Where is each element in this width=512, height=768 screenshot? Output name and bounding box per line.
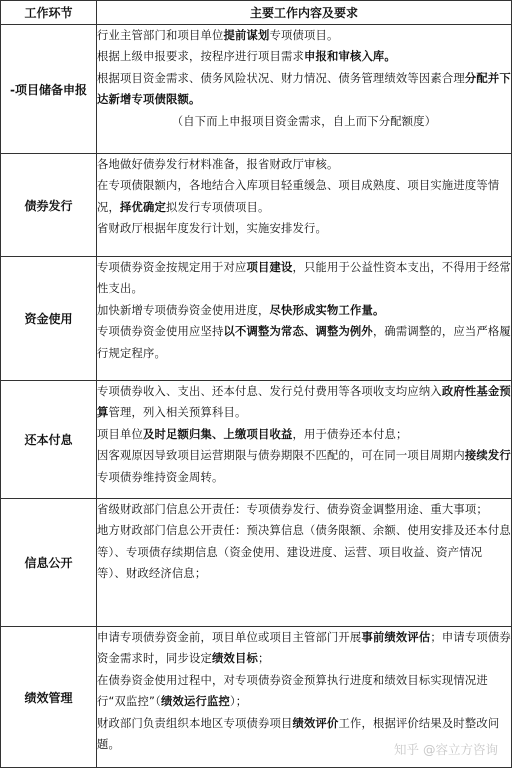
text-segment: 申请专项债券资金前，项目单位或项目主管部门开展 xyxy=(97,631,362,644)
text-segment: 管理，列入相关预算科目。 xyxy=(108,406,247,420)
text-segment: 拟发行专项债项目。 xyxy=(166,200,270,214)
emphasis-text: 项目建设 xyxy=(246,261,293,274)
emphasis-text: 尽快形成实物工作量。 xyxy=(269,303,385,317)
content-paragraph xyxy=(97,381,511,424)
header-stage: 工作环节 xyxy=(1,1,97,25)
text-segment: 行业主管部门和项目单位 xyxy=(97,29,224,42)
emphasis-text: 以不调整为常态、调整为例外 xyxy=(223,325,373,339)
text-segment: 根据上级申报要求，按程序进行项目需求 xyxy=(97,50,304,64)
table-body xyxy=(1,25,512,768)
content-cell xyxy=(97,257,512,381)
emphasis-text: 绩效目标 xyxy=(211,652,258,666)
content-paragraph xyxy=(97,445,511,488)
content-cell xyxy=(97,154,512,257)
table-header-row xyxy=(1,1,512,25)
emphasis-text: 申报和审核入库。 xyxy=(303,50,396,64)
content-paragraph xyxy=(97,175,511,218)
text-segment: 专项债券维持资金周转。 xyxy=(97,470,224,484)
stage-cell: 绩效管理 xyxy=(1,627,97,768)
text-segment: ，用于债券还本付息； xyxy=(292,427,408,441)
text-segment: ，确需调整的，应当严格履行规定程序。 xyxy=(97,325,511,360)
stage-cell: 资金使用 xyxy=(1,257,97,381)
content-paragraph xyxy=(97,424,511,445)
text-segment: 省财政厅根据年度发行计划，实施安排发行。 xyxy=(97,222,327,236)
emphasis-text: 绩效运行监控 xyxy=(160,695,230,709)
emphasis-text: 绩效评价 xyxy=(292,716,339,730)
text-segment: 根据项目资金需求、债务风险状况、财力情况、债务管理绩效等因素合理 xyxy=(97,71,465,85)
text-segment: ；申请专项债券资金需求时，同步设定 xyxy=(97,631,511,666)
content-paragraph xyxy=(97,520,511,584)
table-row xyxy=(1,25,512,154)
content-cell xyxy=(97,381,512,499)
content-paragraph xyxy=(97,321,511,364)
text-segment: 因客观原因导致项目运营期限与债券期限不匹配的，可在同一项目周期内 xyxy=(97,449,465,463)
watermark: 知乎 @容立方咨询 xyxy=(394,742,498,757)
content-paragraph xyxy=(97,670,511,713)
emphasis-text: 接续发行 xyxy=(464,449,511,463)
emphasis-text: 择优确定 xyxy=(120,200,166,214)
emphasis-text: 提前谋划 xyxy=(223,29,270,42)
text-segment: 工作，根据评价结果及时整改问题。 xyxy=(97,716,500,752)
table-row xyxy=(1,381,512,499)
table-row xyxy=(1,154,512,257)
content-paragraph xyxy=(97,499,511,520)
content-paragraph xyxy=(97,257,511,300)
text-segment: 各地做好债券发行材料准备，报省财政厅审核。 xyxy=(97,158,339,171)
stage-cell: 信息公开 xyxy=(1,499,97,627)
text-segment: 省级财政部门信息公开责任：专项债券发行、债券资金调整用途、重大事项； xyxy=(97,503,488,516)
text-segment: 加快新增专项债券资金使用进度， xyxy=(97,303,270,317)
content-paragraph xyxy=(97,46,511,67)
table-row xyxy=(1,257,512,381)
emphasis-text: 事前绩效评估 xyxy=(361,631,431,644)
stage-cell: -项目储备申报 xyxy=(1,25,97,154)
text-segment: （自下而上申报项目资金需求，自上而下分配额度） xyxy=(171,114,437,128)
text-segment: 在债券资金使用过程中，对专项债券资金预算执行进度和绩效目标实现情况进行“双监控”（ xyxy=(97,673,488,709)
content-cell xyxy=(97,499,512,627)
content-paragraph xyxy=(97,218,511,239)
text-segment: 专项债券资金按规定用于对应 xyxy=(97,261,247,274)
emphasis-text: 分配并下达新增专项债限额。 xyxy=(97,71,511,107)
text-segment: ； xyxy=(257,652,270,666)
text-segment: 在专项债限额内，各地结合入库项目轻重缓急、项目成熟度、项目实施进度等情况， xyxy=(97,179,500,214)
text-segment: 项目单位 xyxy=(97,427,143,441)
table-row xyxy=(1,499,512,627)
text-segment: ）； xyxy=(229,695,248,709)
text-segment: 地方财政部门信息公开责任：预决算信息（债务限额、余额、使用安排及还本付息等）、专项债存续期信息（资金使用、建设进度、运营、项目收益、资产情况等）、财政经济信息； xyxy=(97,524,511,581)
text-segment: 专项债项目。 xyxy=(269,29,339,42)
text-segment: 专项债券资金使用应坚持 xyxy=(97,325,224,339)
content-paragraph xyxy=(97,68,511,111)
emphasis-text: 政府性基金预算 xyxy=(97,385,511,420)
emphasis-text: 及时足额归集、上缴项目收益 xyxy=(143,427,293,441)
text-segment: 财政部门负责组织本地区专项债券项目 xyxy=(97,716,293,730)
text-segment: ，只能用于公益性资本支出，不得用于经常性支出。 xyxy=(97,261,511,296)
content-paragraph xyxy=(97,627,511,670)
content-paragraph xyxy=(97,300,511,321)
content-paragraph xyxy=(97,154,511,175)
stage-cell: 债券发行 xyxy=(1,154,97,257)
text-segment: 专项债券收入、支出、还本付息、发行兑付费用等各项收支均应纳入 xyxy=(97,385,442,398)
content-paragraph xyxy=(97,111,511,132)
header-content: 主要工作内容及要求 xyxy=(97,1,512,25)
stage-cell: 还本付息 xyxy=(1,381,97,499)
content-paragraph xyxy=(97,25,511,46)
content-cell xyxy=(97,25,512,154)
